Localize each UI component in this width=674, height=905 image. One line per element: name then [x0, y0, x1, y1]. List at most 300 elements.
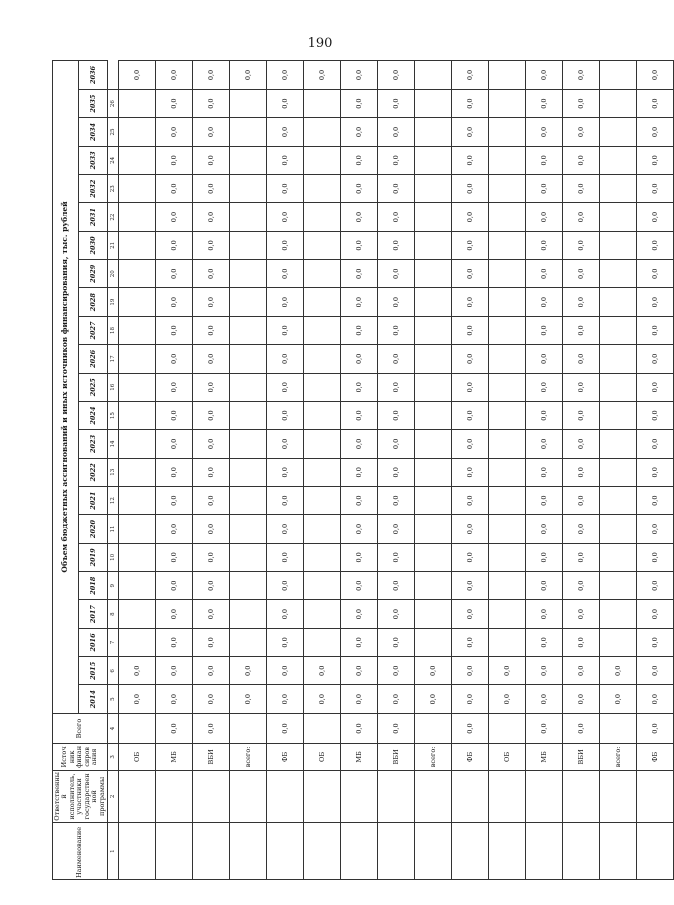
value-cell: 0,0: [156, 203, 193, 231]
value-cell: 0,0: [193, 401, 230, 429]
value-cell: 0,0: [156, 572, 193, 600]
value-cell: 0,0: [563, 345, 600, 373]
column-index-cell: 4: [108, 713, 119, 743]
year-header: 2029: [79, 260, 108, 288]
value-cell: 0,0: [526, 486, 563, 514]
value-cell: [600, 345, 637, 373]
value-cell: [119, 628, 156, 656]
value-cell: 0,0: [452, 486, 489, 514]
value-cell: [119, 458, 156, 486]
column-index-cell: 8: [108, 600, 119, 628]
value-cell: [230, 118, 267, 146]
value-cell: 0,0: [600, 657, 637, 685]
value-cell: [230, 345, 267, 373]
value-cell: 0,0: [230, 657, 267, 685]
value-cell: [304, 373, 341, 401]
table-row: [526, 61, 563, 880]
value-cell: 0,0: [267, 628, 304, 656]
source-cell: ВБИ: [378, 744, 415, 770]
responsible-cell: [304, 770, 341, 823]
value-cell: [489, 231, 526, 259]
value-cell: [489, 600, 526, 628]
value-cell: [230, 515, 267, 543]
value-cell: 0,0: [452, 231, 489, 259]
value-cell: [489, 515, 526, 543]
value-cell: 0,0: [452, 628, 489, 656]
total-cell: 0,0: [156, 713, 193, 743]
value-cell: [304, 316, 341, 344]
value-cell: 0,0: [341, 203, 378, 231]
value-cell: 0,0: [637, 401, 674, 429]
value-cell: 0,0: [378, 175, 415, 203]
column-index-cell: 20: [108, 260, 119, 288]
column-index-row: [108, 61, 119, 880]
value-cell: [489, 401, 526, 429]
value-cell: [230, 543, 267, 571]
source-cell: ОБ: [489, 744, 526, 770]
value-cell: 0,0: [452, 543, 489, 571]
value-cell: 0,0: [637, 373, 674, 401]
value-cell: 0,0: [563, 175, 600, 203]
value-cell: 0,0: [637, 231, 674, 259]
value-cell: 0,0: [563, 288, 600, 316]
value-cell: [415, 316, 452, 344]
value-cell: 0,0: [378, 345, 415, 373]
value-cell: [304, 203, 341, 231]
value-cell: [304, 260, 341, 288]
name-cell: [156, 823, 193, 880]
responsible-cell: [600, 770, 637, 823]
responsible-cell: [378, 770, 415, 823]
value-cell: [119, 430, 156, 458]
value-cell: 0,0: [563, 543, 600, 571]
value-cell: 0,0: [267, 203, 304, 231]
value-cell: [119, 401, 156, 429]
value-cell: [489, 203, 526, 231]
value-cell: [600, 175, 637, 203]
value-cell: [600, 373, 637, 401]
value-cell: [415, 345, 452, 373]
total-cell: 0,0: [526, 713, 563, 743]
column-index-cell: 19: [108, 288, 119, 316]
value-cell: 0,0: [193, 685, 230, 713]
table-row: [193, 61, 230, 880]
value-cell: [415, 430, 452, 458]
column-index-cell: 22: [108, 203, 119, 231]
value-cell: 0,0: [156, 515, 193, 543]
value-cell: 0,0: [267, 89, 304, 117]
column-index-cell: 17: [108, 345, 119, 373]
source-cell: МБ: [341, 744, 378, 770]
value-cell: 0,0: [563, 572, 600, 600]
year-header: 2018: [79, 572, 108, 600]
value-cell: 0,0: [193, 543, 230, 571]
source-cell: ОБ: [119, 744, 156, 770]
source-cell: ФБ: [452, 744, 489, 770]
value-cell: 0,0: [452, 685, 489, 713]
value-cell: 0,0: [193, 203, 230, 231]
value-cell: 0,0: [230, 685, 267, 713]
value-cell: 0,0: [156, 345, 193, 373]
column-index-cell: 6: [108, 657, 119, 685]
column-index-cell: 10: [108, 543, 119, 571]
name-cell: [489, 823, 526, 880]
year-header: 2028: [79, 288, 108, 316]
value-cell: 0,0: [341, 89, 378, 117]
value-cell: 0,0: [637, 685, 674, 713]
value-cell: 0,0: [267, 401, 304, 429]
value-cell: 0,0: [637, 61, 674, 90]
value-cell: 0,0: [193, 572, 230, 600]
value-cell: [119, 231, 156, 259]
value-cell: [489, 373, 526, 401]
value-cell: 0,0: [415, 685, 452, 713]
value-cell: 0,0: [193, 486, 230, 514]
value-cell: 0,0: [452, 430, 489, 458]
total-cell: [119, 713, 156, 743]
value-cell: [489, 458, 526, 486]
table-body: [119, 61, 674, 880]
value-cell: 0,0: [563, 118, 600, 146]
value-cell: 0,0: [526, 430, 563, 458]
value-cell: 0,0: [341, 543, 378, 571]
value-cell: 0,0: [452, 260, 489, 288]
value-cell: [415, 61, 452, 90]
value-cell: 0,0: [452, 373, 489, 401]
value-cell: 0,0: [378, 203, 415, 231]
value-cell: 0,0: [378, 572, 415, 600]
table-row: [563, 61, 600, 880]
value-cell: 0,0: [563, 401, 600, 429]
source-cell: всего:: [415, 744, 452, 770]
table-row: [304, 61, 341, 880]
value-cell: 0,0: [378, 430, 415, 458]
value-cell: [600, 600, 637, 628]
year-header: 2026: [79, 345, 108, 373]
value-cell: 0,0: [156, 458, 193, 486]
header-name: Наименование: [53, 823, 108, 880]
year-header: 2017: [79, 600, 108, 628]
value-cell: 0,0: [341, 430, 378, 458]
value-cell: 0,0: [600, 685, 637, 713]
value-cell: [600, 572, 637, 600]
value-cell: 0,0: [341, 657, 378, 685]
value-cell: 0,0: [563, 260, 600, 288]
value-cell: [304, 430, 341, 458]
total-cell: 0,0: [452, 713, 489, 743]
value-cell: 0,0: [563, 430, 600, 458]
value-cell: 0,0: [637, 657, 674, 685]
page-number: 190: [307, 36, 333, 51]
value-cell: 0,0: [378, 118, 415, 146]
value-cell: [489, 89, 526, 117]
value-cell: [119, 486, 156, 514]
name-cell: [267, 823, 304, 880]
header-total: Всего: [53, 713, 108, 743]
year-header: 2021: [79, 486, 108, 514]
value-cell: 0,0: [267, 543, 304, 571]
value-cell: 0,0: [341, 175, 378, 203]
value-cell: 0,0: [637, 146, 674, 174]
value-cell: 0,0: [563, 61, 600, 90]
column-index-cell: 23: [108, 175, 119, 203]
value-cell: [600, 61, 637, 90]
value-cell: 0,0: [526, 373, 563, 401]
year-header: 2033: [79, 146, 108, 174]
total-cell: 0,0: [341, 713, 378, 743]
value-cell: 0,0: [526, 600, 563, 628]
value-cell: 0,0: [378, 61, 415, 90]
value-cell: 0,0: [378, 231, 415, 259]
value-cell: 0,0: [156, 657, 193, 685]
value-cell: 0,0: [304, 685, 341, 713]
value-cell: 0,0: [193, 118, 230, 146]
value-cell: [489, 260, 526, 288]
value-cell: 0,0: [156, 146, 193, 174]
value-cell: 0,0: [526, 231, 563, 259]
value-cell: [600, 89, 637, 117]
responsible-cell: [526, 770, 563, 823]
value-cell: 0,0: [156, 543, 193, 571]
value-cell: [415, 175, 452, 203]
value-cell: 0,0: [637, 175, 674, 203]
value-cell: 0,0: [637, 260, 674, 288]
value-cell: 0,0: [526, 345, 563, 373]
total-cell: [304, 713, 341, 743]
column-index-cell: 3: [108, 744, 119, 770]
source-cell: ФБ: [637, 744, 674, 770]
value-cell: [489, 345, 526, 373]
table-row: [637, 61, 674, 880]
value-cell: 0,0: [637, 515, 674, 543]
value-cell: 0,0: [563, 231, 600, 259]
value-cell: [415, 373, 452, 401]
value-cell: 0,0: [452, 345, 489, 373]
value-cell: 0,0: [378, 146, 415, 174]
value-cell: 0,0: [193, 515, 230, 543]
value-cell: 0,0: [267, 600, 304, 628]
value-cell: 0,0: [267, 430, 304, 458]
value-cell: 0,0: [156, 486, 193, 514]
year-header: 2035: [79, 89, 108, 117]
value-cell: 0,0: [637, 345, 674, 373]
value-cell: 0,0: [193, 231, 230, 259]
total-cell: 0,0: [563, 713, 600, 743]
year-header: 2030: [79, 231, 108, 259]
value-cell: [230, 572, 267, 600]
table-row: [600, 61, 637, 880]
value-cell: [230, 89, 267, 117]
value-cell: 0,0: [452, 288, 489, 316]
year-header: 2019: [79, 543, 108, 571]
value-cell: [304, 486, 341, 514]
value-cell: 0,0: [563, 458, 600, 486]
total-cell: 0,0: [637, 713, 674, 743]
year-header: 2014: [79, 685, 108, 713]
value-cell: 0,0: [563, 89, 600, 117]
value-cell: 0,0: [526, 89, 563, 117]
value-cell: [489, 61, 526, 90]
year-header: 2016: [79, 628, 108, 656]
value-cell: 0,0: [267, 260, 304, 288]
value-cell: 0,0: [563, 600, 600, 628]
value-cell: 0,0: [378, 685, 415, 713]
value-cell: 0,0: [267, 316, 304, 344]
value-cell: [600, 288, 637, 316]
value-cell: 0,0: [341, 401, 378, 429]
value-cell: 0,0: [378, 401, 415, 429]
value-cell: 0,0: [378, 600, 415, 628]
value-cell: 0,0: [526, 260, 563, 288]
value-cell: 0,0: [526, 572, 563, 600]
value-cell: 0,0: [378, 543, 415, 571]
value-cell: 0,0: [193, 316, 230, 344]
source-cell: всего:: [230, 744, 267, 770]
value-cell: 0,0: [119, 685, 156, 713]
value-cell: [304, 118, 341, 146]
value-cell: [600, 543, 637, 571]
value-cell: [304, 231, 341, 259]
value-cell: 0,0: [378, 288, 415, 316]
name-cell: [563, 823, 600, 880]
value-cell: 0,0: [526, 203, 563, 231]
value-cell: [489, 175, 526, 203]
responsible-cell: [415, 770, 452, 823]
column-index-cell: 9: [108, 572, 119, 600]
total-cell: 0,0: [267, 713, 304, 743]
responsible-cell: [341, 770, 378, 823]
value-cell: 0,0: [267, 175, 304, 203]
value-cell: 0,0: [637, 458, 674, 486]
year-header: 2024: [79, 401, 108, 429]
value-cell: 0,0: [452, 657, 489, 685]
value-cell: 0,0: [452, 118, 489, 146]
year-header: 2031: [79, 203, 108, 231]
value-cell: [304, 543, 341, 571]
name-cell: [415, 823, 452, 880]
responsible-cell: [267, 770, 304, 823]
value-cell: 0,0: [193, 175, 230, 203]
value-cell: 0,0: [193, 260, 230, 288]
value-cell: 0,0: [452, 600, 489, 628]
value-cell: 0,0: [637, 288, 674, 316]
value-cell: [415, 89, 452, 117]
value-cell: 0,0: [193, 600, 230, 628]
value-cell: [304, 401, 341, 429]
value-cell: [230, 288, 267, 316]
value-cell: 0,0: [267, 486, 304, 514]
value-cell: 0,0: [378, 657, 415, 685]
value-cell: [230, 231, 267, 259]
table-caption: Объем бюджетных ассигнований и иных источников финансирования, тыс. рублей: [53, 61, 79, 714]
column-index-cell: 1: [108, 823, 119, 880]
value-cell: 0,0: [156, 628, 193, 656]
value-cell: 0,0: [304, 61, 341, 90]
source-cell: всего:: [600, 744, 637, 770]
value-cell: [489, 118, 526, 146]
value-cell: [415, 515, 452, 543]
value-cell: [230, 430, 267, 458]
value-cell: [415, 628, 452, 656]
value-cell: 0,0: [341, 288, 378, 316]
table-row: [156, 61, 193, 880]
value-cell: [304, 146, 341, 174]
value-cell: 0,0: [526, 118, 563, 146]
value-cell: [600, 401, 637, 429]
value-cell: 0,0: [193, 628, 230, 656]
year-header: 2032: [79, 175, 108, 203]
name-cell: [452, 823, 489, 880]
value-cell: [600, 203, 637, 231]
value-cell: [415, 401, 452, 429]
value-cell: [415, 146, 452, 174]
value-cell: 0,0: [452, 458, 489, 486]
value-cell: 0,0: [156, 118, 193, 146]
value-cell: [415, 203, 452, 231]
value-cell: [230, 203, 267, 231]
value-cell: [600, 146, 637, 174]
value-cell: [230, 401, 267, 429]
value-cell: [304, 515, 341, 543]
value-cell: 0,0: [526, 685, 563, 713]
value-cell: 0,0: [267, 515, 304, 543]
responsible-cell: [452, 770, 489, 823]
value-cell: [489, 486, 526, 514]
value-cell: [304, 89, 341, 117]
value-cell: 0,0: [230, 61, 267, 90]
table-row: [267, 61, 304, 880]
value-cell: 0,0: [267, 345, 304, 373]
value-cell: [600, 430, 637, 458]
value-cell: [119, 373, 156, 401]
name-cell: [304, 823, 341, 880]
value-cell: 0,0: [341, 260, 378, 288]
value-cell: 0,0: [637, 430, 674, 458]
value-cell: 0,0: [341, 316, 378, 344]
value-cell: 0,0: [341, 486, 378, 514]
value-cell: [230, 260, 267, 288]
value-cell: [600, 486, 637, 514]
value-cell: [230, 373, 267, 401]
source-cell: МБ: [156, 744, 193, 770]
value-cell: 0,0: [526, 146, 563, 174]
value-cell: [489, 146, 526, 174]
value-cell: 0,0: [267, 572, 304, 600]
value-cell: [415, 600, 452, 628]
value-cell: 0,0: [489, 685, 526, 713]
value-cell: [415, 458, 452, 486]
value-cell: 0,0: [637, 316, 674, 344]
table-row: [378, 61, 415, 880]
value-cell: 0,0: [193, 458, 230, 486]
value-cell: 0,0: [156, 175, 193, 203]
value-cell: 0,0: [563, 373, 600, 401]
value-cell: 0,0: [341, 61, 378, 90]
value-cell: 0,0: [341, 628, 378, 656]
column-index-cell: 14: [108, 430, 119, 458]
name-cell: [341, 823, 378, 880]
value-cell: 0,0: [156, 231, 193, 259]
value-cell: [119, 89, 156, 117]
value-cell: 0,0: [526, 515, 563, 543]
table-row: [489, 61, 526, 880]
responsible-cell: [230, 770, 267, 823]
value-cell: [119, 146, 156, 174]
value-cell: [230, 175, 267, 203]
value-cell: 0,0: [267, 373, 304, 401]
value-cell: 0,0: [378, 628, 415, 656]
value-cell: 0,0: [378, 89, 415, 117]
